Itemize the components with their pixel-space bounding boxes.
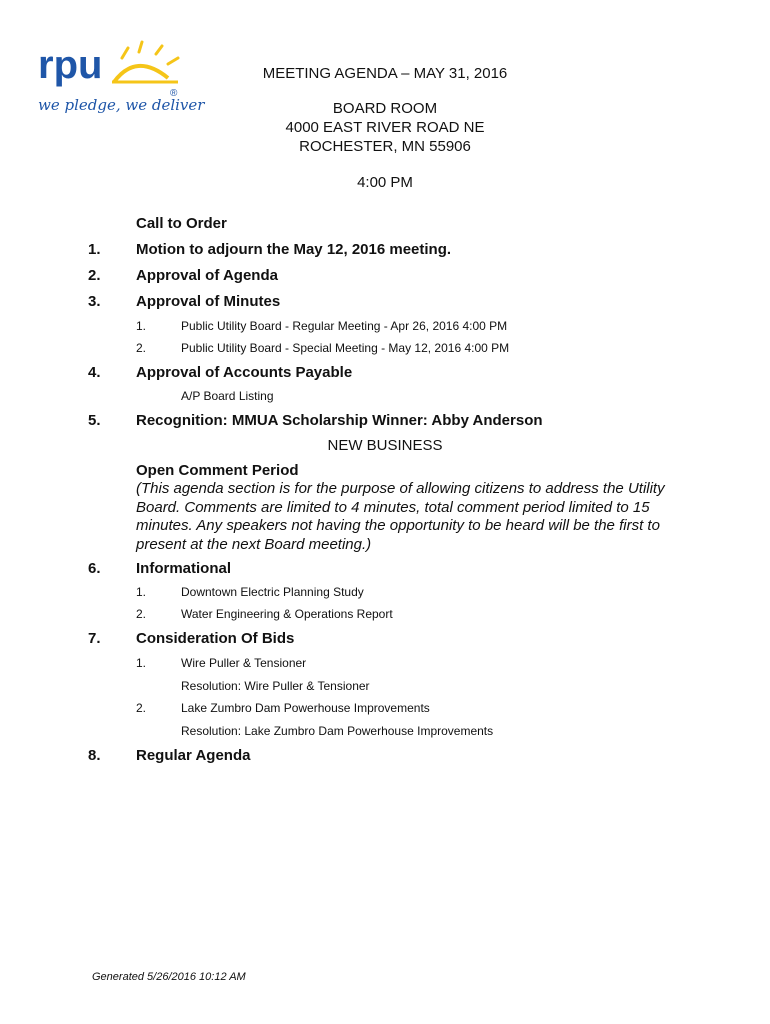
meeting-time: 4:00 PM — [357, 174, 413, 191]
minutes-link[interactable]: Public Utility Board - Regular Meeting - Apr 26, 2016 4:00 PM — [181, 319, 508, 333]
resolution-item[interactable]: Resolution: Wire Puller & Tensioner — [181, 679, 370, 693]
agenda-item: Consideration Of Bids — [136, 630, 295, 647]
svg-text:®: ® — [170, 88, 178, 99]
meeting-location: BOARD ROOM — [332, 100, 438, 117]
sub-item[interactable]: Wire Puller & Tensioner — [181, 656, 307, 670]
agenda-item: Regular Agenda — [136, 747, 251, 764]
minutes-link[interactable]: Public Utility Board - Special Meeting - May 12, 2016 4:00 PM — [181, 341, 510, 355]
item-number: 8. — [88, 747, 101, 764]
sub-item[interactable]: Downtown Electric Planning Study — [181, 585, 364, 599]
section-heading: NEW BUSINESS — [327, 437, 443, 454]
sub-item-number: 2. — [136, 607, 147, 621]
item-number: 4. — [88, 364, 101, 381]
logo-wordmark: rpu — [38, 43, 103, 87]
sub-item[interactable]: Lake Zumbro Dam Powerhouse Improvements — [181, 701, 430, 715]
sub-item-number: 1. — [136, 656, 147, 670]
open-comment-title: Open Comment Period — [136, 462, 299, 479]
meeting-address: 4000 EAST RIVER ROAD NE — [285, 119, 485, 136]
item-number: 7. — [88, 630, 101, 647]
sub-item[interactable]: Water Engineering & Operations Report — [181, 607, 393, 621]
item-number: 6. — [88, 560, 101, 577]
agenda-item: Approval of Minutes — [136, 293, 281, 310]
item-number: 5. — [88, 412, 101, 429]
agenda-item: Informational — [136, 560, 232, 577]
meeting-title: MEETING AGENDA – MAY 31, 2016 — [262, 65, 508, 82]
sub-item-number: 2. — [136, 701, 147, 715]
generated-timestamp: Generated 5/26/2016 10:12 AM — [92, 971, 246, 983]
item-number: 3. — [88, 293, 101, 310]
open-comment-note: (This agenda section is for the purpose of allowing citizens to address the Utility Board. Comments are limited to 4 minutes, total comment period limited to 15 minutes. Any speakers not having the opportunity to be heard will be the first to present at the next Board meeting.) — [136, 480, 665, 553]
resolution-item[interactable]: Resolution: Lake Zumbro Dam Powerhouse Improvements — [181, 724, 494, 738]
item-number: 1. — [88, 241, 101, 258]
meeting-city: ROCHESTER, MN 55906 — [299, 138, 471, 155]
sub-item-number: 1. — [136, 319, 147, 333]
sub-item-number: 2. — [136, 341, 147, 355]
agenda-item: Approval of Agenda — [136, 267, 278, 284]
sub-item-number: 1. — [136, 585, 147, 599]
ap-listing-link[interactable]: A/P Board Listing — [181, 389, 274, 403]
logo-tagline: we pledge, we deliver — [38, 96, 205, 114]
item-number: 2. — [88, 267, 101, 284]
agenda-item: Recognition: MMUA Scholarship Winner: Abby Anderson — [136, 412, 543, 429]
call-to-order: Call to Order — [136, 215, 227, 232]
agenda-item: Approval of Accounts Payable — [136, 364, 353, 381]
agenda-item: Motion to adjourn the May 12, 2016 meeting. — [136, 241, 452, 258]
